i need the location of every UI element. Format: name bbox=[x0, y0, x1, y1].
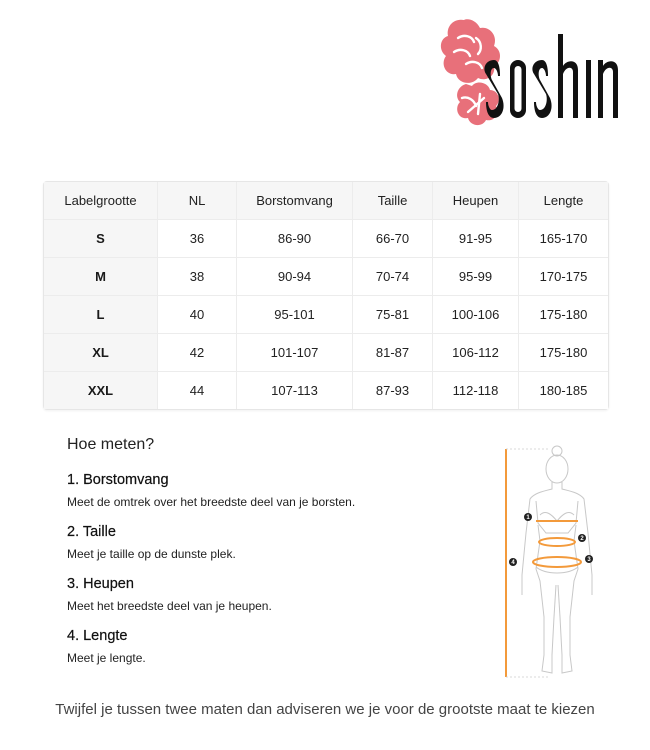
nl-size: 44 bbox=[158, 372, 237, 409]
waist-value: 87-93 bbox=[353, 372, 433, 409]
bust-value: 101-107 bbox=[237, 334, 353, 372]
size-label: XL bbox=[44, 334, 158, 372]
step-title: 1. Borstomvang bbox=[67, 472, 169, 488]
step-text: Meet je taille op de dunste plek. bbox=[67, 547, 236, 561]
body-measurement-figure bbox=[500, 445, 605, 680]
size-chart-table bbox=[43, 181, 609, 410]
size-label: M bbox=[44, 258, 158, 296]
height-value: 170-175 bbox=[519, 258, 608, 296]
hips-value: 95-99 bbox=[433, 258, 519, 296]
svg-text:4: 4 bbox=[511, 560, 515, 566]
size-label: S bbox=[44, 220, 158, 258]
step-title: 3. Heupen bbox=[67, 576, 134, 592]
nl-size: 42 bbox=[158, 334, 237, 372]
rose-logo-icon bbox=[436, 14, 636, 136]
bust-value: 86-90 bbox=[237, 220, 353, 258]
waist-value: 75-81 bbox=[353, 296, 433, 334]
table-header-row bbox=[44, 182, 608, 220]
svg-text:2: 2 bbox=[580, 536, 584, 542]
bust-value: 95-101 bbox=[237, 296, 353, 334]
step-text: Meet de omtrek over het breedste deel van je borsten. bbox=[67, 495, 356, 509]
measure-step-bust bbox=[67, 470, 467, 510]
body-outline-icon bbox=[500, 445, 605, 680]
bust-value: 90-94 bbox=[237, 258, 353, 296]
nl-size: 38 bbox=[158, 258, 237, 296]
table-row bbox=[44, 220, 608, 258]
header-lengte: Lengte bbox=[519, 182, 608, 220]
table-row bbox=[44, 372, 608, 409]
height-value: 180-185 bbox=[519, 372, 608, 409]
header-heupen: Heupen bbox=[433, 182, 519, 220]
svg-text:1: 1 bbox=[526, 515, 530, 521]
header-nl: NL bbox=[158, 182, 237, 220]
measure-step-waist bbox=[67, 522, 467, 562]
step-title: 4. Lengte bbox=[67, 628, 128, 644]
marker-3-icon bbox=[585, 555, 593, 563]
table-row bbox=[44, 296, 608, 334]
hips-value: 106-112 bbox=[433, 334, 519, 372]
waist-value: 70-74 bbox=[353, 258, 433, 296]
nl-size: 40 bbox=[158, 296, 237, 334]
header-taille: Taille bbox=[353, 182, 433, 220]
bust-value: 107-113 bbox=[237, 372, 353, 409]
marker-2-icon bbox=[578, 534, 586, 542]
height-value: 175-180 bbox=[519, 296, 608, 334]
waist-value: 66-70 bbox=[353, 220, 433, 258]
hips-value: 112-118 bbox=[433, 372, 519, 409]
header-labelgrootte: Labelgrootte bbox=[44, 182, 158, 220]
height-value: 165-170 bbox=[519, 220, 608, 258]
hips-value: 100-106 bbox=[433, 296, 519, 334]
how-to-measure-section bbox=[67, 432, 467, 666]
height-value: 175-180 bbox=[519, 334, 608, 372]
soshin-logo bbox=[436, 14, 636, 136]
table-row bbox=[44, 258, 608, 296]
hips-value: 91-95 bbox=[433, 220, 519, 258]
nl-size: 36 bbox=[158, 220, 237, 258]
how-to-measure-title: Hoe meten? bbox=[67, 436, 155, 453]
waist-value: 81-87 bbox=[353, 334, 433, 372]
measure-step-hips bbox=[67, 574, 467, 614]
table-row bbox=[44, 334, 608, 372]
size-label: XXL bbox=[44, 372, 158, 409]
step-text: Meet het breedste deel van je heupen. bbox=[67, 599, 272, 613]
header-borstomvang: Borstomvang bbox=[237, 182, 353, 220]
step-text: Meet je lengte. bbox=[67, 651, 146, 665]
marker-1-icon bbox=[524, 513, 532, 521]
step-title: 2. Taille bbox=[67, 524, 116, 540]
size-label: L bbox=[44, 296, 158, 334]
size-advice-note: Twijfel je tussen twee maten dan adviseren we je voor de grootste maat te kiezen bbox=[55, 701, 595, 718]
svg-text:3: 3 bbox=[587, 557, 591, 563]
measure-step-height bbox=[67, 626, 467, 666]
marker-4-icon bbox=[509, 558, 517, 566]
